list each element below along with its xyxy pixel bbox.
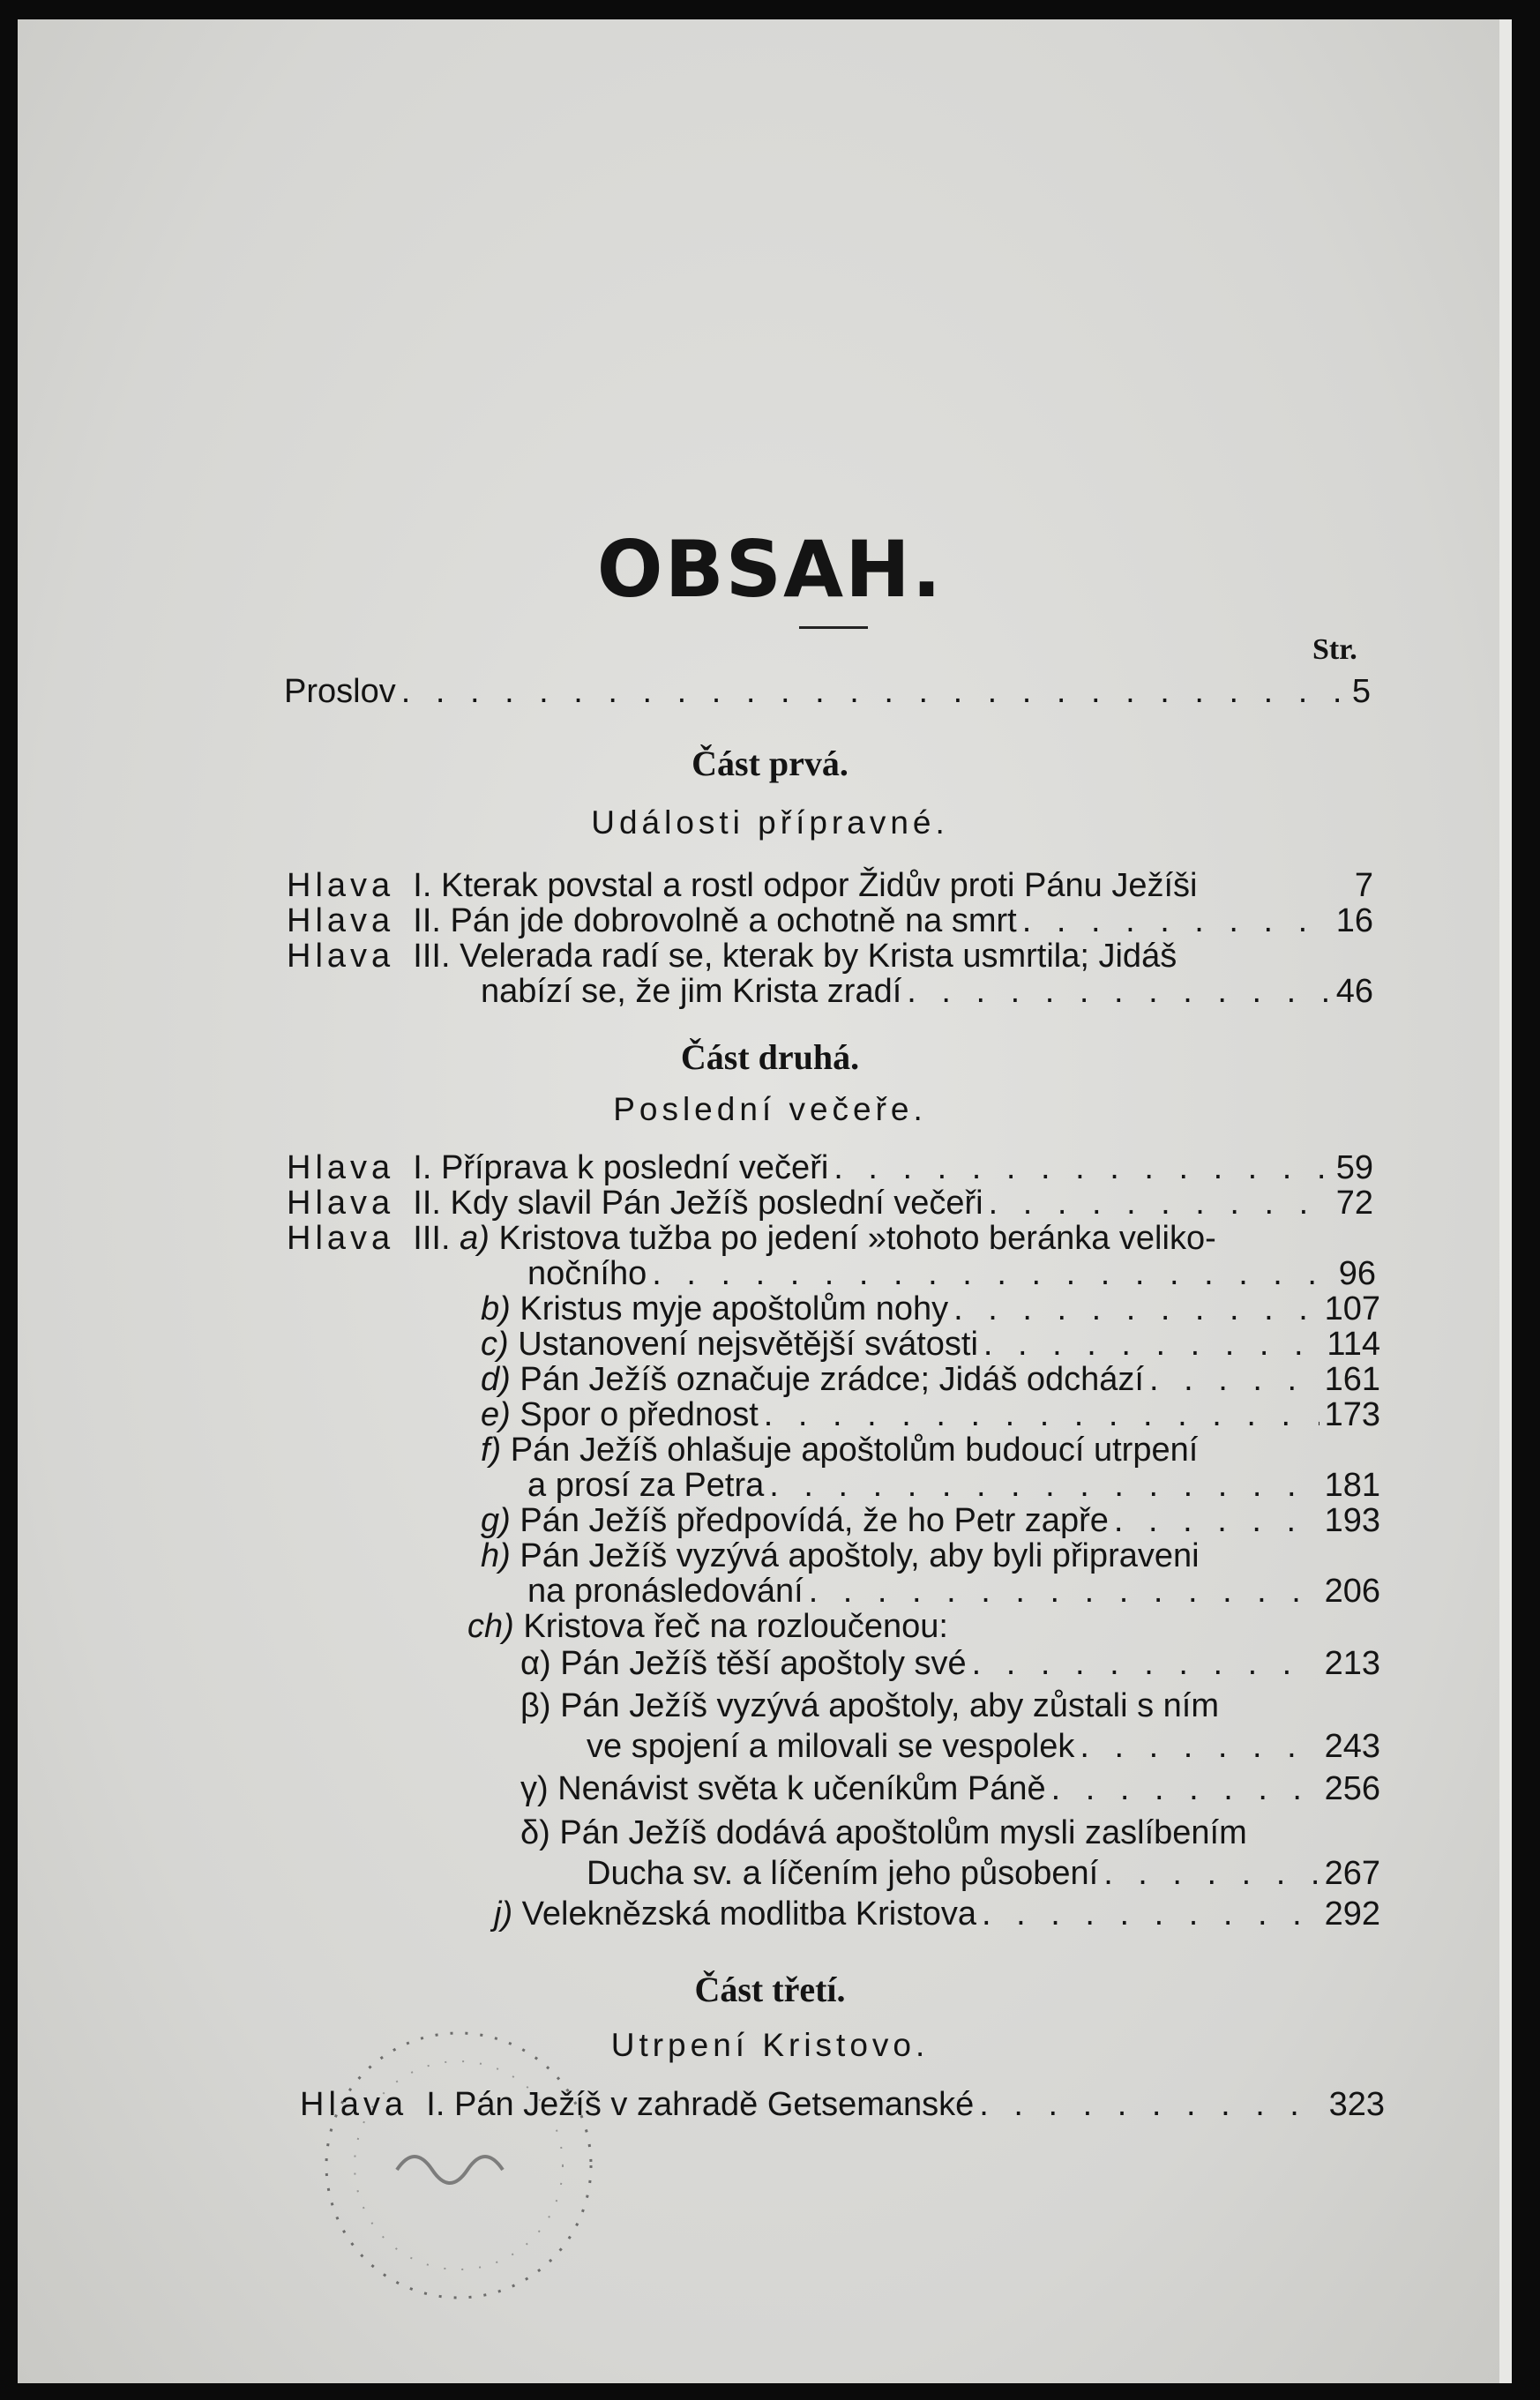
stamp-ring bbox=[326, 2033, 591, 2298]
part-subtitle: Utrpení Kristovo. bbox=[610, 2027, 930, 2063]
toc-subsubentry: δ) Pán Ježíš dodává apoštolům mysli zaslíbením bbox=[520, 1814, 1247, 1851]
toc-subentry: j) Veleknězská modlitba Kristova . . . 292 bbox=[494, 1895, 1380, 1933]
part-subtitle: Poslední večeře. bbox=[613, 1091, 927, 1127]
toc-subsubentry: α) Pán Ježíš těší apoštoly své . . . 213 bbox=[520, 1644, 1380, 1683]
toc-subentry: f) Pán Ježíš ohlašuje apoštolům budoucí utrpení bbox=[481, 1432, 1199, 1469]
toc-subentry: ch) Kristova řeč na rozloučenou: bbox=[467, 1608, 948, 1645]
toc-entry: Hlava I. Příprava k poslední večeři . . . 59 bbox=[287, 1148, 1373, 1187]
title-rule bbox=[799, 626, 868, 629]
page-title: OBSAH. bbox=[596, 524, 944, 615]
toc-entry-continuation: a prosí za Petra . . . 181 bbox=[527, 1466, 1380, 1505]
library-stamp bbox=[291, 2020, 626, 2311]
toc-entry: Hlava I. Pán Ježíš v zahradě Getsemanské . . . 323 bbox=[300, 2085, 1385, 2124]
toc-entry: Hlava II. Pán jde dobrovolně a ochotně na smrt . . . 16 bbox=[287, 901, 1373, 940]
toc-subsubentry: β) Pán Ježíš vyzývá apoštoly, aby zůstali s ním bbox=[520, 1687, 1220, 1724]
toc-subentry: b) Kristus myje apoštolům nohy . . . 107 bbox=[481, 1290, 1380, 1328]
toc-entry: Hlava II. Kdy slavil Pán Ježíš poslední večeři . . . 72 bbox=[287, 1184, 1373, 1222]
part-heading: Část druhá. bbox=[680, 1037, 860, 1077]
toc-entry-continuation: ve spojení a milovali se vespolek . . . 243 bbox=[587, 1727, 1380, 1766]
toc-entry-continuation: nočního . . . 96 bbox=[527, 1254, 1376, 1293]
toc-entry-continuation: Ducha sv. a líčením jeho působení . . . 267 bbox=[587, 1854, 1380, 1893]
toc-entry: Hlava I. Kterak povstal a rostl odpor Židův proti Pánu Ježíši 7 bbox=[287, 867, 1373, 904]
toc-subsubentry: γ) Nenávist světa k učeníkům Páně . . . 256 bbox=[520, 1769, 1380, 1808]
toc-entry-prolog: Proslov . . . 5 bbox=[284, 672, 1371, 711]
toc-subentry: h) Pán Ježíš vyzývá apoštoly, aby byli připraveni bbox=[481, 1537, 1200, 1574]
part-subtitle: Události přípravné. bbox=[591, 804, 949, 841]
toc-entry-continuation: nabízí se, že jim Krista zradí . . . 46 bbox=[481, 972, 1373, 1011]
toc-subentry: g) Pán Ježíš předpovídá, že ho Petr zapře . . . 193 bbox=[481, 1501, 1380, 1540]
stamp-inner-ring bbox=[355, 2061, 563, 2269]
page-column-label: Str. bbox=[1312, 633, 1357, 666]
toc-entry: Hlava III. a) Kristova tužba po jedení »tohoto beránka veliko- bbox=[287, 1220, 1216, 1257]
toc-subentry: c) Ustanovení nejsvětější svátosti . . . 114 bbox=[481, 1325, 1380, 1364]
stamp-mark bbox=[397, 2157, 503, 2183]
part-heading: Část prvá. bbox=[692, 744, 848, 783]
part-heading: Část třetí. bbox=[694, 1970, 846, 2009]
toc-entry: Hlava III. Velerada radí se, kterak by Krista usmrtila; Jidáš bbox=[287, 938, 1177, 975]
toc-entry-continuation: na pronásledování . . . 206 bbox=[527, 1572, 1380, 1611]
toc-subentry: e) Spor o přednost . . . 173 bbox=[481, 1395, 1380, 1434]
toc-subentry: d) Pán Ježíš označuje zrádce; Jidáš odchází . . . 161 bbox=[481, 1360, 1380, 1399]
